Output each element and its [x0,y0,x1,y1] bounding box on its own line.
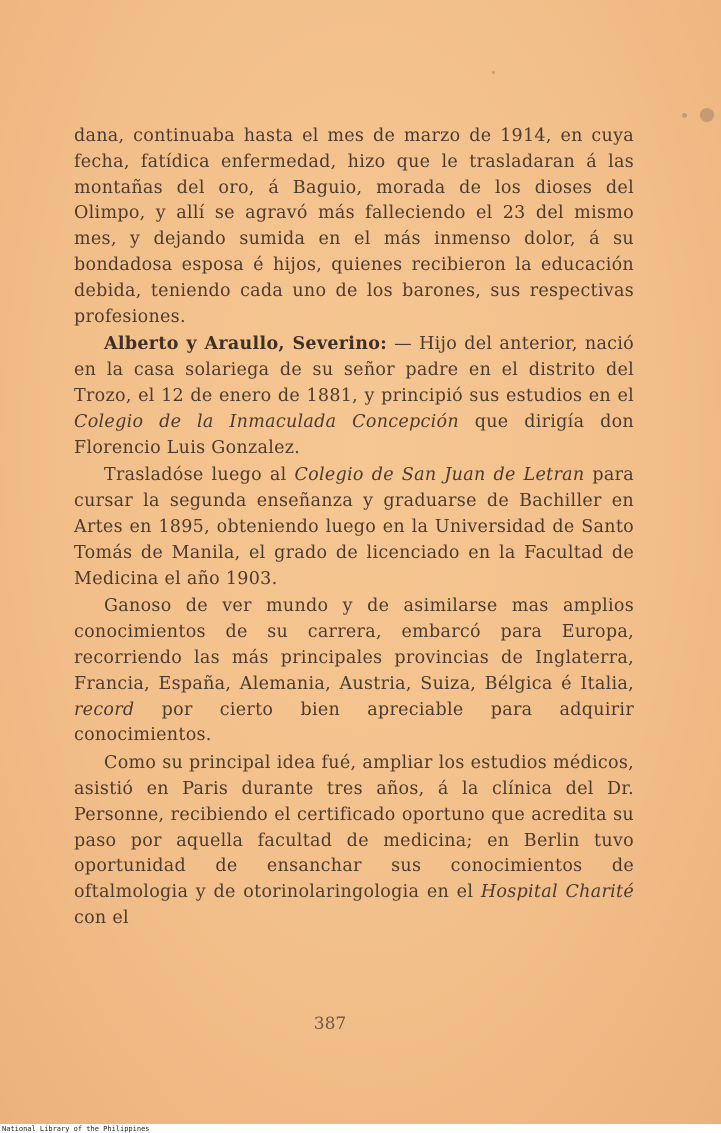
p4-text-b: por cierto bien apreciable para adquirir conocimientos. [74,699,634,746]
body-text [74,124,634,932]
p5-text-a: Como su principal idea fué, ampliar los estudios médicos, asistió en Paris durante tres años, á la clínica del Dr. Personne, recibiendo el certificado oportuno que acredita su paso por aquella facultad de medicina; en Berlin tuvo oportunidad de ensanchar sus conocimientos de oftalmologia y de otorinolaringologia en el [74,753,634,903]
p5-text-b: con el [74,907,129,928]
paper-stain [700,108,714,122]
paragraph-3 [74,463,634,592]
p5-hospital-name: Hospital Charité [480,882,634,903]
p3-text-a: Trasladóse luego al [104,465,295,486]
p2-text-a: — Hijo del anterior, nació en la casa solariega de su señor padre en el distrito del Trozo, el 12 de enero de 1881, y principió sus estudios en el [74,334,635,406]
p3-school-name: Colegio de San Juan de Letran [294,465,585,486]
p1-text: dana, continuaba hasta el mes de marzo de 1914, en cuya fecha, fatídica enfermedad, hizo que le trasladaran á las montañas del oro, á Baguio, morada de los dioses del Olimpo, y allí se agravó más falleciendo el 23 del mismo mes, y dejando sumida en el más inmenso dolor, á su bondadosa esposa é hijos, quienes recibieron la educación debida, teniendo cada uno de los barones, sus respectivas profesiones. [74,126,634,327]
paper-stain-small [682,113,687,118]
biography-heading-name: Alberto y Araullo, Severino: [104,334,387,355]
p2-text-b: que dirigía don Florencio Luis Gonzalez. [74,411,635,458]
paragraph-1 [74,124,634,330]
paper-speck [492,71,495,74]
paragraph-2 [74,332,634,461]
p2-school-name: Colegio de la Inmaculada Concepción [74,411,459,432]
p4-text-a: Ganoso de ver mundo y de asimilarse mas amplios conocimientos de su carrera, embarcó para Europa, recorriendo las más principales provincias de Inglaterra, Francia, España, Alemania, Austria, Suiza, Bélgica é Italia, [74,596,634,694]
p4-record-word: record [74,699,135,720]
page-number: 387 [313,1014,347,1034]
paragraph-4 [74,594,634,749]
paragraph-5 [74,751,634,932]
p3-text-b: para cursar la segunda enseñanza y graduarse de Bachiller en Artes en 1895, obteniendo luego en la Universidad de Santo Tomás de Manila, el grado de licenciado en la Facultad de Medicina el año 1903. [74,465,634,589]
library-credit: National Library of the Philippines [2,1125,150,1133]
